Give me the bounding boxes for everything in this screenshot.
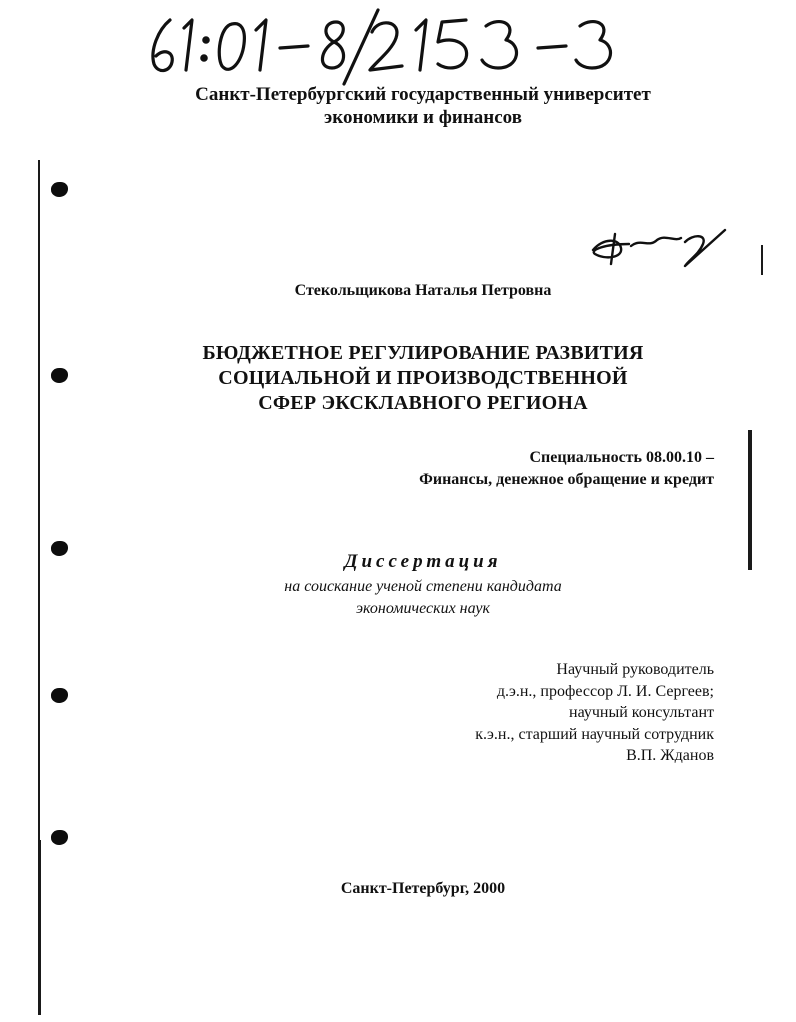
- thesis-title-line1: БЮДЖЕТНОЕ РЕГУЛИРОВАНИЕ РАЗВИТИЯ: [202, 342, 644, 364]
- specialty-name: Финансы, денежное обращение и кредит: [419, 471, 714, 488]
- archive-number-handwritten: [140, 6, 620, 86]
- dissertation-heading: Диссертация: [344, 551, 502, 572]
- author-name: Стекольщикова Наталья Петровна: [294, 282, 552, 299]
- thesis-title-line2: СОЦИАЛЬНОЙ И ПРОИЗВОДСТВЕННОЙ: [218, 367, 628, 389]
- binding-hole: [51, 688, 68, 703]
- city-year: Санкт-Петербург, 2000: [340, 880, 506, 897]
- signature: [585, 220, 735, 270]
- dissertation-degree-line2: экономических наук: [356, 600, 490, 617]
- right-scan-edge-top: [761, 245, 763, 275]
- university-name-line1: Санкт-Петербургский государственный университет: [195, 84, 651, 105]
- dissertation-degree-line1: на соискание ученой степени кандидата: [284, 578, 562, 595]
- advisor-line: Научный руководитель: [556, 661, 714, 678]
- right-scan-edge: [748, 430, 752, 570]
- advisor-line: В.П. Жданов: [626, 747, 714, 764]
- specialty-code: Специальность 08.00.10 –: [529, 449, 714, 466]
- left-scan-edge-lower: [38, 840, 41, 1015]
- advisor-line: к.э.н., старший научный сотрудник: [475, 725, 714, 743]
- advisor-line: научный консультант: [569, 704, 714, 721]
- thesis-title-line3: СФЕР ЭКСКЛАВНОГО РЕГИОНА: [258, 392, 588, 414]
- advisors-block: [475, 659, 714, 767]
- university-name-line2: экономики и финансов: [324, 107, 522, 128]
- binding-hole: [51, 182, 68, 197]
- advisor-line: д.э.н., профессор Л. И. Сергеев;: [496, 682, 714, 700]
- binding-hole: [51, 830, 68, 845]
